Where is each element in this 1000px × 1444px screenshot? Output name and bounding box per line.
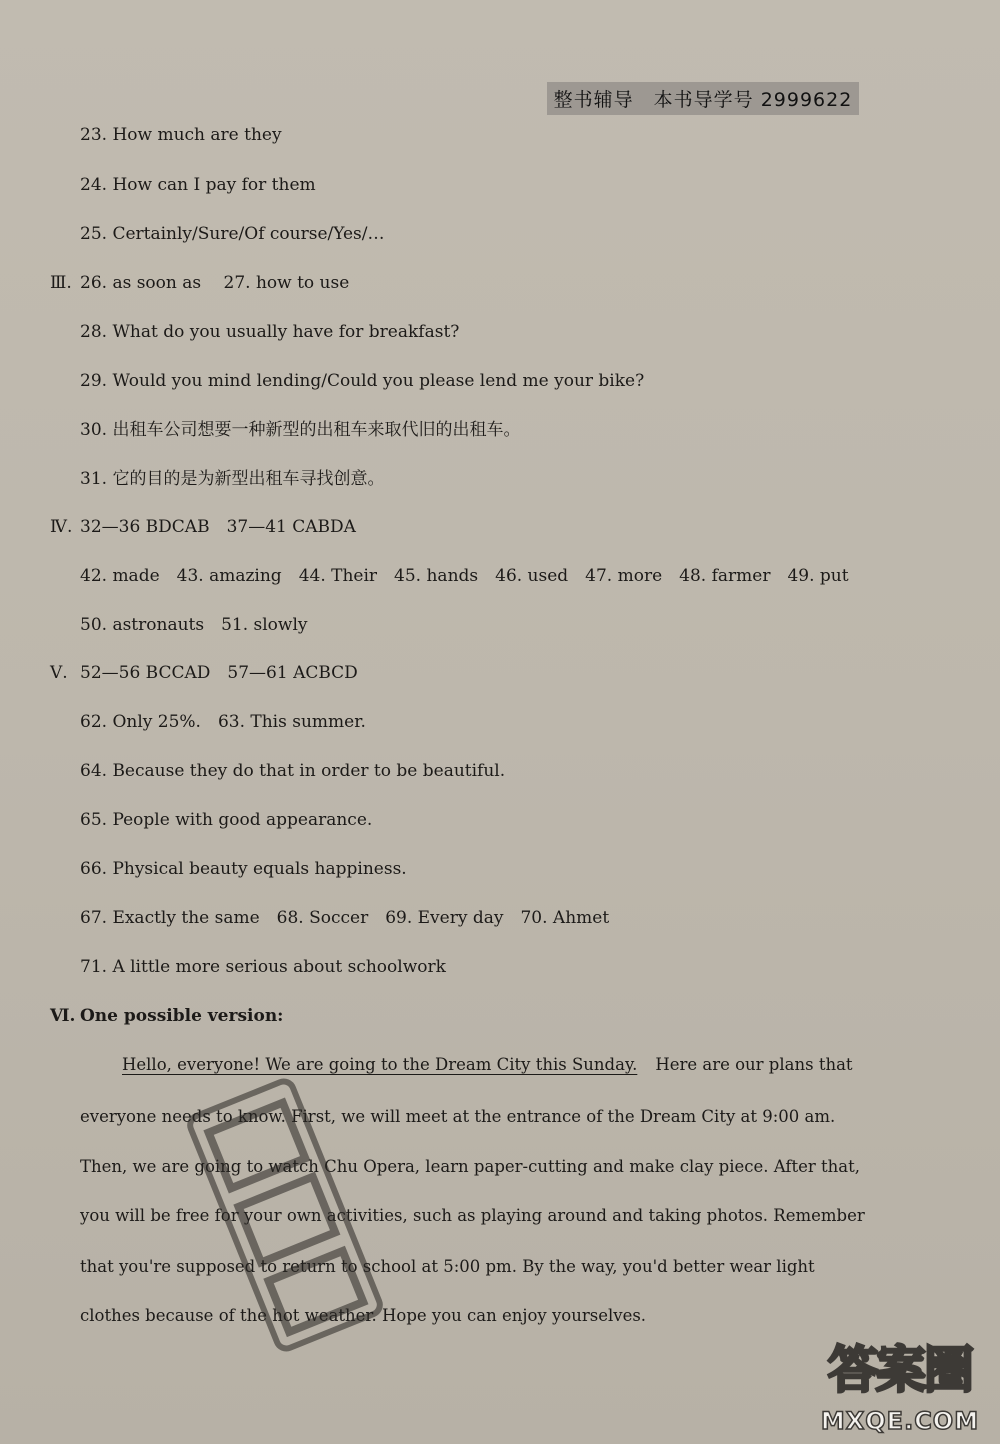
answer-29: 29. Would you mind lending/Could you please lend me your bike? [80,371,645,391]
answer-50-51: 50. astronauts 51. slowly [80,615,308,635]
site-watermark [805,1330,995,1440]
answer-67-70: 67. Exactly the same 68. Soccer 69. Every day 70. Ahmet [80,908,610,928]
watermark-domain-text: MXQE.COM [820,1407,980,1435]
answer-32-41: 32—36 BDCAB 37—41 CABDA [80,517,356,537]
book-code-header: 整书辅导 本书导学号 2999622 [547,82,859,115]
answer-24: 24. How can I pay for them [80,175,316,195]
answer-42-49: 42. made 43. amazing 44. Their 45. hands 46. used 47. more 48. farmer 49. put [80,566,849,586]
essay-line-5: that you're supposed to return to school at 5:00 pm. By the way, you'd better wear light [80,1257,815,1276]
watermark-logo-text: 答案圈 [828,1341,972,1399]
answer-65: 65. People with good appearance. [80,810,373,830]
essay-line-1 [80,1053,858,1077]
essay-line-2: everyone needs to know. First, we will meet at the entrance of the Dream City at 9:00 am. [80,1107,836,1126]
essay-line-1-rest: Here are our plans that [655,1055,853,1074]
answer-64: 64. Because they do that in order to be beautiful. [80,761,506,781]
answer-25: 25. Certainly/Sure/Of course/Yes/… [80,224,385,244]
answer-62-63: 62. Only 25%. 63. This summer. [80,712,366,732]
answer-71: 71. A little more serious about schoolwork [80,957,446,977]
section-5-numeral: Ⅴ. [50,663,68,683]
essay-line-4: you will be free for your own activities, such as playing around and taking photos. Remember [80,1206,865,1225]
section-3-numeral: Ⅲ. [50,273,72,293]
answer-31: 31. 它的目的是为新型出租车寻找创意。 [80,469,385,489]
essay-line-3: Then, we are going to watch Chu Opera, learn paper-cutting and make clay piece. After that, [80,1157,860,1176]
essay-underlined-sentence: Hello, everyone! We are going to the Dream City this Sunday. [122,1055,638,1074]
answer-66: 66. Physical beauty equals happiness. [80,859,407,879]
answer-26-27: 26. as soon as 27. how to use [80,273,350,293]
essay-line-6: clothes because of the hot weather. Hope you can enjoy yourselves. [80,1306,647,1325]
answer-28: 28. What do you usually have for breakfast? [80,322,460,342]
answer-23: 23. How much are they [80,125,282,145]
essay-heading: One possible version: [80,1006,284,1026]
section-6-numeral: Ⅵ. [50,1006,76,1026]
answer-30: 30. 出租车公司想要一种新型的出租车来取代旧的出租车。 [80,420,521,440]
answer-52-61: 52—56 BCCAD 57—61 ACBCD [80,663,358,683]
section-4-numeral: Ⅳ. [50,517,73,537]
